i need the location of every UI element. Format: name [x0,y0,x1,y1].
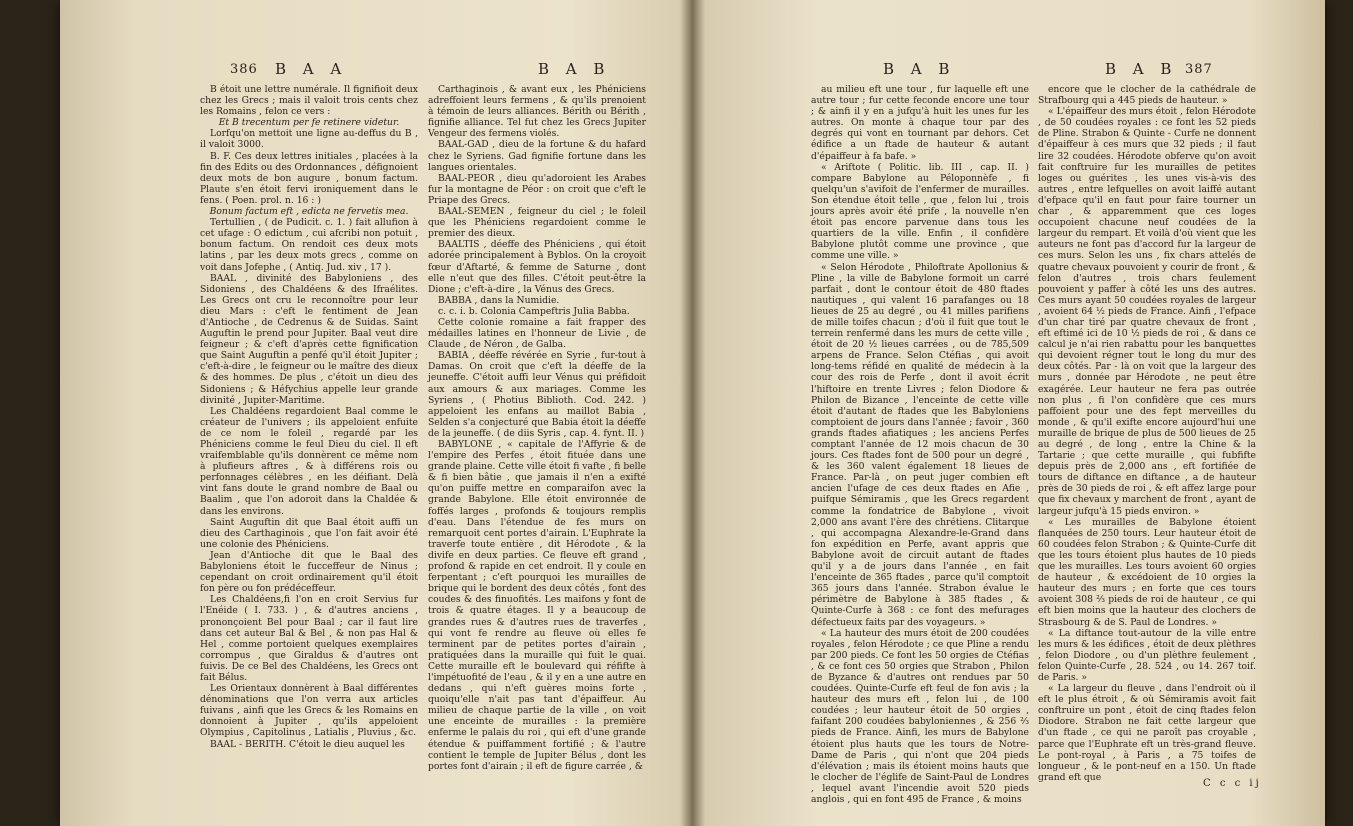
running-head-right: B A B [538,60,611,78]
running-head-left: B A B [883,60,956,78]
paragraph: c. c. i. b. Colonia Campeftris Julia Babba. [438,305,630,317]
signature-mark: C c c ij [1203,778,1262,789]
paragraph: BAALTIS , déeffe des Phéniciens , qui étoit adorée principalement à Byblos. On la croyoit fœur d'Aftarté, & femme de Saturne , dont elle n'eut que des filles. C'étoit peut-être la Dione ; c'eft-à-dire , la Vénus des Grecs. [428,239,646,295]
paragraph: BABIA , déeffe révérée en Syrie , fur-tout à Damas. On croit que c'eft la déeffe de la jeuneffe. C'étoit auffi leur Vénus qui préfidoit aux amours & aux mariages. Comme les Syriens , ( Photius Biblioth. Cod. 242. ) appeloient les enfans au maillot Babia , Selden s'a conjecturé que Babia étoit la déeffe de la jeuneffe. ( de diis Syris , cap. 4. fynt. II. ) [428,350,646,439]
paragraph: Lorfqu'on mettoit une ligne au-deffus du B , il valoit 3000. [200,128,418,151]
text-column-1 [811,84,1029,805]
paragraph: Les Chaldéens regardoient Baal comme le créateur de l'univers ; ils appeloient enfuite de ce nom le foleil , regardé par les Phéniciens comme le feul Dieu du ciel. Il eft vraifemblable qu'ils donnèrent ce même nom à plufieurs aftres , & à différens rois ou perfonnages célèbres , en les déifiant. Delà vint fans doute le grand nombre de Baal ou Baalim , que l'on adoroit dans la Chaldée & dans les environs. [200,405,418,517]
page-number: 386 [230,62,258,77]
paragraph: « Les murailles de Babylone étoient flanquées de 250 tours. Leur hauteur étoit de 60 coudées felon Strabon ; & Quinte-Curfe dit que les tours étoient plus hautes de 10 pieds que les murailles. Les tours avoient 60 orgies de hauteur , & excédoient de 10 orgies la hauteur des murs ; en forte que ces tours avoient 308 ⅔ pieds de roi de hauteur , ce qui eft bien moins que la hauteur des clochers de Strasbourg & de S. Paul de Londres. » [1038,516,1256,628]
page-number: 387 [1185,62,1213,77]
paragraph: Saint Auguftin dit que Baal étoit auffi un dieu des Carthaginois , que l'on fait avoir été une colonie des Phéniciens. [200,516,418,550]
paragraph: BAAL-SEMEN , feigneur du ciel ; le foleil que les Phéniciens regardoient comme le premier des dieux. [428,206,646,240]
paragraph: au milieu eft une tour , fur laquelle eft une autre tour ; fur cette feconde encore une tour ; & ainfi il y en a jufqu'à huit les unes fur les autres. On monte à chaque tour par des degrés qui vont en tournant par dehors. Cet édifice a un ftade de hauteur & autant d'épaiffeur à fa bafe. » [811,84,1029,162]
paragraph: « La diftance tout-autour de la ville entre les murs & les édifices , étoit de deux plèthres , felon Diodore , ou d'un plèthre feulement , felon Quinte-Curfe , 28. 524 , ou 14. 267 toif. de Paris. » [1038,627,1256,683]
paragraph: encore que le clocher de la cathédrale de Strafbourg qui a 445 pieds de hauteur. » [1038,84,1256,107]
right-page [693,0,1325,826]
running-head-right: B A B [1105,60,1178,78]
paragraph: Bonum factum eft , edicta ne fervetis mea. [209,206,409,218]
paragraph: Cette colonie romaine a fait frapper des médailles latines en l'honneur de Livie , de Claude , de Néron , de Galba. [428,316,646,351]
paragraph: Les Chaldéens,fi l'on en croit Servius fur l'Enéide ( I. 733. ) , & d'autres anciens , prononçoient Bel pour Baal ; car il faut lire dans cet auteur Bal & Bel , & non pas Hal & Hel , comme portoient quelques exemplaires corrompus , que Giraldus & d'autres ont fuivis. De ce Bel des Chaldéens, les Grecs ont fait Bélus. [200,594,418,683]
paragraph: Jean d'Antioche dit que le Baal des Babyloniens étoit le fucceffeur de Ninus ; cependant on croit ordinairement qu'il étoit fon père ou fon prédéceffeur. [200,549,418,595]
running-head-left: B A A [275,60,348,78]
open-book [60,0,1325,826]
paragraph: BABYLONE , « capitale de l'Affyrie & de l'empire des Perfes , étoit fituée dans une grande plaine. Cette ville étoit fi vafte , fi belle & fi bien bâtie , que jamais il n'en a exifté qu'on puiffe mettre en comparaifon avec la grande Babylone. Elle étoit environnée de foffés larges , profonds & toujours remplis d'eau. Dans l'étendue de fes murs on remarquoit cent portes d'airain. L'Euphrate la traverfe toute entière , dit Hérodote , & la divife en deux parties. Ce fleuve eft grand , profond & rapide en cet endroit. Il y coule en ferpentant ; c'eft pourquoi les murailles de brique qui le bordent des deux côtés , font des coudes & des finuofités. Les maifons y font de trois & quatre étages. Il y a beaucoup de grandes rues & d'autres rues de traverfes , qui vont fe rendre au fleuve où elles fe terminent par de petites portes d'airain , pratiquées dans la muraille qui fuit le quai. Cette muraille eft le boulevard qui réfifte à l'impétuofité de l'eau , & il y en a une autre en dedans , qui n'eft guères moins forte , quoiqu'elle n'ait pas tant d'épaiffeur. Au milieu de chaque partie de la ville , on voit une enceinte de murailles : la première enferme le palais du roi , qui eft d'une grande étendue & puiffamment fortifié ; & l'autre contient le temple de Jupiter Bélus , dont les portes font d'airain ; il eft de figure carrée , & [428,439,646,772]
paragraph: B. F. Ces deux lettres initiales , placées à la fin des Edits ou des Ordonnances , défignoient deux mots de bon augure , bonum factum. Plaute s'en étoit fervi ironiquement dans le fens. ( Poen. prol. n. 16 : ) [200,150,418,206]
paragraph: BAAL , divinité des Babyloniens , des Sidoniens , des Chaldéens & des Ifraélites. Les Grecs ont cru le reconnoître pour leur dieu Mars : c'eft le fentiment de Jean d'Antioche , de Cedrenus & de Suidas. Saint Auguftin le prend pour Jupiter. Baal veut dire feigneur ; & c'eft d'après cette fignification que Saint Auguftin a penfé qu'il étoit Jupiter ; c'eft-à-dire , le feigneur ou le maître des dieux & des hommes. De plus , c'étoit un dieu des Sidoniens ; & Héfychius appelle leur grande divinité , Jupiter-Maritime. [200,272,418,406]
paragraph: BAAL - BERITH. C'étoit le dieu auquel les [210,738,405,750]
paragraph: Tertullien , ( de Pudicit. c. 1. ) fait allufion à cet ufage : O edictum , cui afcribi non potuit , bonum factum. On rendoit ces deux mots latins , par les deux mots grecs , comme on voit dans Jofephe , ( Antiq. Jud. xiv , 17 ). [200,217,418,273]
paragraph: BABBA , dans la Numidie. [438,294,560,306]
text-column-2 [1038,84,1256,784]
paragraph: BAAL-GAD , dieu de la fortune & du hafard chez le Syriens. Gad fignifie fortune dans les langues orientales. [428,139,646,173]
paragraph: Et B trecentum per fe retinere videtur. [218,117,400,129]
paragraph: « La largeur du fleuve , dans l'endroit où il eft le plus étroit , & où Sémiramis avoit fait conftruire un pont , étoit de cinq ftades felon Diodore. Strabon ne fait cette largeur que d'un ftade , ce qui ne paroît pas croyable , parce que l'Euphrate eft un très-grand fleuve. Le pont-royal , à Paris , a 75 toifes de longueur , & le pont-neuf en a 150. Un ftade grand eft que [1038,683,1256,783]
paragraph: Les Orientaux donnèrent à Baal différentes dénominations que l'on verra aux articles fuivans , ainfi que les Grecs & les Romains en donnoient à Jupiter , qu'ils appeloient Olympius , Capitolinus , Latialis , Pluvius , &c. [200,683,418,739]
text-column-2 [428,84,646,784]
text-column-1 [200,84,418,784]
paragraph: « Selon Hérodote , Philoftrate Apollonius & Pline , la ville de Babylone formoit un carré parfait , dont le contour étoit de 480 ftades nautiques , qui valent 16 parafanges ou 18 lieues de 25 au degré , ou 41 milles parifiens de mille toifes chacun ; d'où il fuit que tout le terrein renfermé dans les murs de cette ville , étoit de 20 ½ lieues carrées , ou de 785,509 arpens de France. Selon Ctéfias , qui avoit long-tems réfidé en qualité de médecin à la cour des rois de Perfe , dont il avoit écrit l'hiftoire en trente Livres ; felon Diodore & Philon de Bizance , l'enceinte de cette ville étoit d'autant de ftades que les Babyloniens comptoient de jours dans l'année ; favoir , 360 grands ftades afiatiques ; les anciens Perfes comptant l'année de 12 mois chacun de 30 jours. Ces ftades font de 500 pour un degré , & les 360 valent également 18 lieues de France. Par-là , on peut juger combien eft ancien l'ufage de ces deux ftades en Afie , puifque Sémiramis , que les Grecs regardent comme la fondatrice de Babylone , vivoit 2,000 ans avant l'ère des chrétiens. Clitarque , qui accompagna Alexandre-le-Grand dans fon expédition en Perfe, avant appris que Babylone avoit de circuit autant de ftades qu'il y a de jours dans l'année , en fait l'enceinte de 365 ftades , parce qu'il comptoit 365 jours dans l'année. Strabon évalue le périmètre de Babylone à 385 ftades , & Quinte-Curfe à 368 : ce font des mefurages défectueux faits par des voyageurs. » [811,261,1029,628]
paragraph: « Ariftote ( Politic. lib. III , cap. II. ) compare Babylone au Péloponnèfe , fi quelqu'un s'avifoit de l'enfermer de murailles. Son étendue étoit telle , que , felon lui , trois jours après avoir été prife , la nouvelle n'en étoit pas encore parvenue dans tous les quartiers de la ville. Enfin , il confidère Babylone plutôt comme une province , que comme une ville. » [811,161,1029,262]
left-page [60,0,692,826]
paragraph: Carthaginois , & avant eux , les Phéniciens adreffoient leurs fermens , & qu'ils prenoient à témoin de leurs alliances. Bérith ou Bérith , fignifie alliance. Tel fut chez les Grecs Jupiter Vengeur des fermens violés. [428,84,646,140]
paragraph: « La hauteur des murs étoit de 200 coudées royales , felon Hérodote ; ce que Pline a rendu par 200 pieds. Ce font les 50 orgies de Ctéfias , & ce font ces 50 orgies que Strabon , Philon de Byzance & d'autres ont rendues par 50 coudées. Quinte-Curfe eft feul de fon avis ; la hauteur des murs eft , felon lui , de 100 coudées ; leur hauteur étoit de 50 orgies , faifant 200 coudées babyloniennes , & 256 ⅔ pieds de France. Ainfi, les murs de Babylone étoient plus hauts que les tours de Notre-Dame de Paris , qui n'ont que 204 pieds d'élévation ; mais ils étoient moins hauts que le clocher de l'églife de Saint-Paul de Londres , lequel avant l'incendie avoit 520 pieds anglois , qui en font 495 de France , & moins [811,627,1029,805]
paragraph: BAAL-PEOR , dieu qu'adoroient les Arabes fur la montagne de Péor : on croit que c'eft le Priape des Grecs. [428,172,646,206]
paragraph: « L'épaiffeur des murs étoit , felon Hérodote , de 50 coudées royales : ce font les 52 pieds de Pline. Strabon & Quinte - Curfe ne donnent d'épaiffeur à ces murs que 32 pieds ; il faut lire 32 coudées. Hérodote obferve qu'on avoit fait conftruire fur les murailles de petites loges ou guérites , les unes vis-à-vis des autres , entre lefquelles on avoit laiffé autant d'efpace qu'il en faut pour faire tourner un char , & apparemment que ces loges occupoient chacune neuf coudées de la largeur du rempart. Et voilà d'où vient que les auteurs ne font pas d'accord fur la largeur de ces murs. Selon les uns , fix chars attelés de quatre chevaux pouvoient y courir de front , & felon d'autres , trois chars feulement pouvoient y paffer à côté les uns des autres. Ces murs ayant 50 coudées royales de largeur , avoient 64 ½ pieds de France. Ainfi , l'efpace d'un char tiré par quatre chevaux de front , eft eftimé ici de 10 ½ pieds de roi , & dans ce calcul je n'ai rien rabattu pour les banquettes qui devoient régner tout le long du mur des deux côtés. Par - là on voit que la largeur des murs , donnée par Hérodote , ne peut être exagérée. Leur hauteur ne fera pas outrée non plus , fi l'on confidère que ces murs paffoient pour une des fept merveilles du monde , & qu'il exifte encore aujourd'hui une muraille de brique de plus de 500 lieues de 25 au degré , de long , entre la Chine & la Tartarie ; que cette muraille , qui fubfifte depuis près de 2,000 ans , eft fortifiée de tours de diftance en diftance , a de hauteur près de 30 pieds de roi , & eft affez large pour que fix chevaux y marchent de front , ayant de largeur jufqu'à 15 pieds environ. » [1038,106,1256,517]
paragraph: B étoit une lettre numérale. Il fignifioit deux chez les Grecs ; mais il valoit trois cents chez les Romains , felon ce vers : [200,84,418,118]
